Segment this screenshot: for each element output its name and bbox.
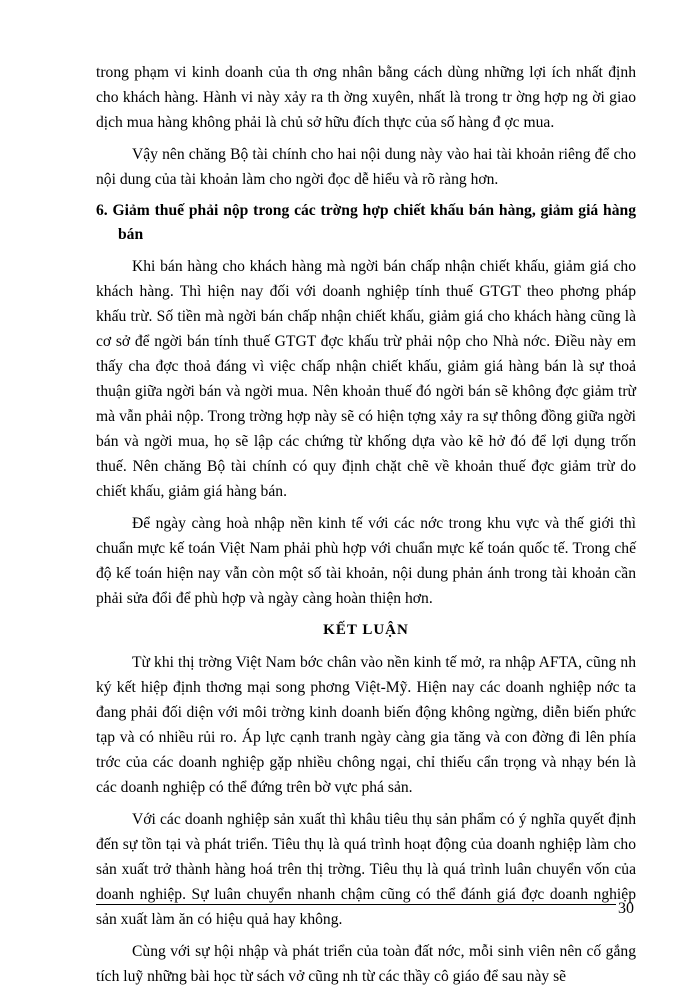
- body-text: [96, 60, 636, 996]
- paragraph-1: trong phạm vi kinh doanh của th ơng nhân bằng cách dùng những lợi ích nhất định cho khách hàng. Hành vi này xảy ra th ờng xuyên, nhất là trong tr ờng hợp ng ời giao dịch mua hàng không phải là chủ sở hữu đích thực của số hàng đ ợc mua.: [96, 64, 636, 131]
- page-number: 30: [618, 900, 634, 917]
- conclusion-title: KẾT LUẬN: [323, 622, 409, 638]
- paragraph-3: Khi bán hàng cho khách hàng mà ngời bán chấp nhận chiết khấu, giảm giá cho khách hàng. Thì hiện nay đối với doanh nghiệp tính thuế GTGT theo phơng pháp khấu trừ. Số tiền mà ngời bán chấp nhận chiết khấu, giảm giá cho khách hàng cũng là cơ sở để ngời bán tính thuế GTGT đợc khấu trừ phải nộp cho Nhà nớc. Điều này em thấy cha đợc thoả đáng vì việc chấp nhận chiết khấu, giảm giá hàng bán là sự thoả thuận giữa ngời bán và ngời mua. Nên khoản thuế đó ngời bán sẽ không đợc giảm trừ mà vẫn phải nộp. Trong trờng hợp này sẽ có hiện tợng xảy ra sự thông đồng giữa ngời bán và ngời mua, họ sẽ lập các chứng từ khống dựa vào kẽ hở đó để lợi dụng trốn thuế. Nên chăng Bộ tài chính có quy định chặt chẽ về khoản thuế đợc giảm trừ do chiết khấu, giảm giá hàng bán.: [96, 258, 636, 500]
- paragraph-2: Vậy nên chăng Bộ tài chính cho hai nội dung này vào hai tài khoản riêng để cho nội dung của tài khoản làm cho ngời đọc dễ hiểu và rõ ràng hơn.: [96, 146, 636, 188]
- footer-rule: [96, 904, 616, 905]
- paragraph-7: Cùng với sự hội nhập và phát triển của toàn đất nớc, mỗi sinh viên nên cố gắng tích luỹ những bài học từ sách vở cũng nh từ các thầy cô giáo để sau này sẽ: [96, 943, 636, 985]
- paragraph-4: Để ngày càng hoà nhập nền kinh tế với các nớc trong khu vực và thế giới thì chuẩn mực kế toán Việt Nam phải phù hợp với chuẩn mực kế toán quốc tế. Trong chế độ kế toán hiện nay vẫn còn một số tài khoản, nội dung phản ánh trong tài khoản cần phải sửa đổi để phù hợp và ngày càng hoàn thiện hơn.: [96, 515, 636, 607]
- paragraph-6: Với các doanh nghiệp sản xuất thì khâu tiêu thụ sản phẩm có ý nghĩa quyết định đến sự tồn tại và phát triển. Tiêu thụ là quá trình hoạt động của doanh nghiệp làm cho sản xuất trở thành hàng hoá trên thị trờng. Tiêu thụ là quá trình luân chuyển vốn của doanh nghiệp. Sự luân chuyển nhanh chậm cũng có thể đánh giá đợc doanh nghiệp sản xuất làm ăn có hiệu quả hay không.: [96, 811, 636, 928]
- paragraph-5: Từ khi thị trờng Việt Nam bớc chân vào nền kinh tế mở, ra nhập AFTA, cũng nh ký kết hiệp định thơng mại song phơng Việt-Mỹ. Hiện nay các doanh nghiệp nớc ta đang phải đối diện với môi trờng kinh doanh biến động không ngừng, diễn biến phức tạp và có nhiều rủi ro. Áp lực cạnh tranh ngày càng gia tăng và con đờng đi lên phía trớc của các doanh nghiệp gặp nhiều chông ngại, chỉ thiếu cẩn trọng và nhạy bén là các doanh nghiệp có thể đứng trên bờ vực phá sản.: [96, 654, 636, 796]
- section-heading: 6. Giảm thuế phải nộp trong các trờng hợp chiết khấu bán hàng, giảm giá hàng bán: [96, 202, 636, 243]
